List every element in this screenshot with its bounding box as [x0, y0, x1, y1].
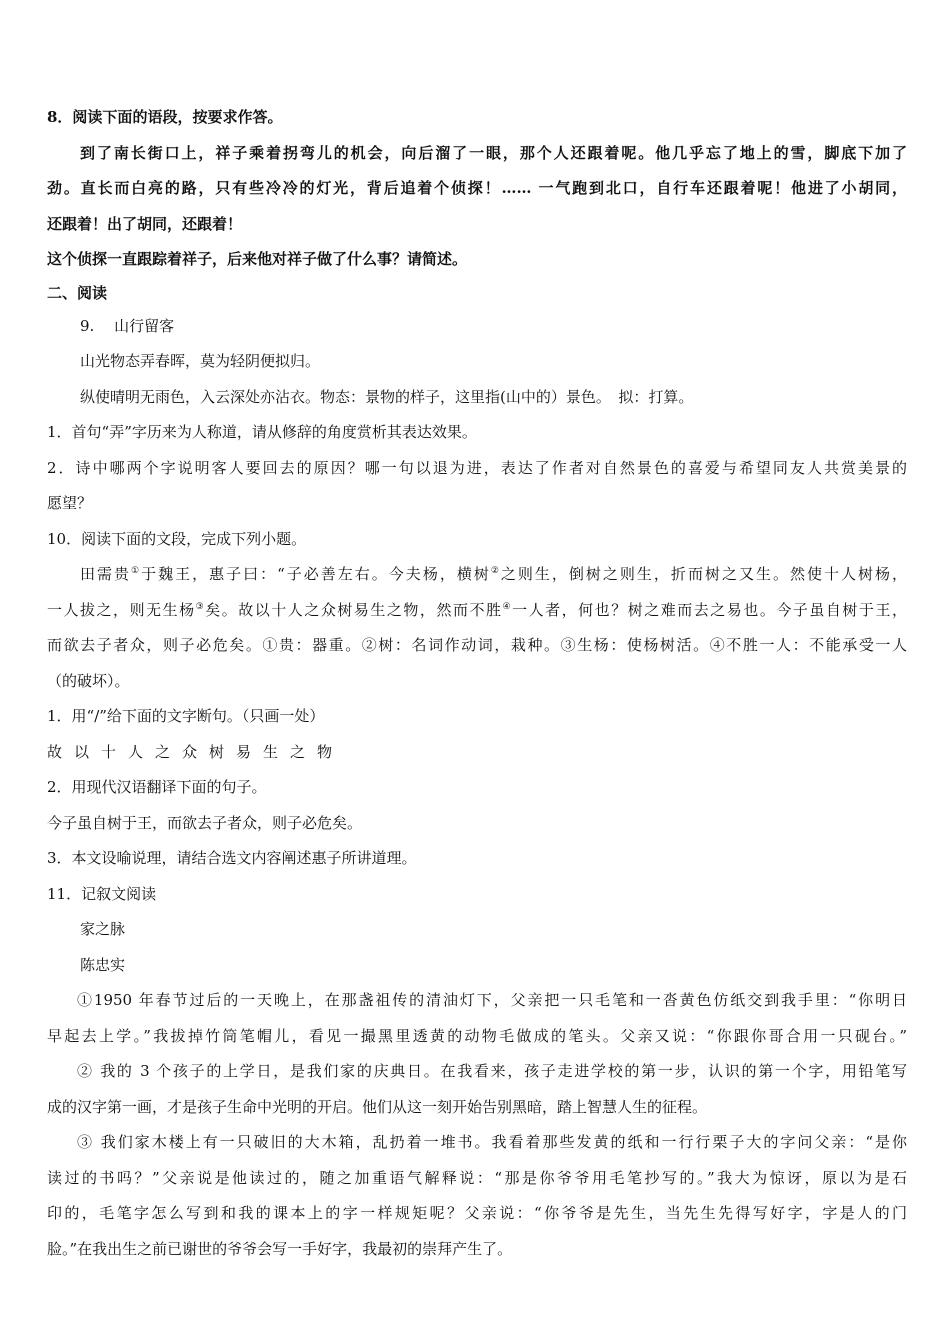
q10-sub-question-3: 3．本文设喻说理，请结合选文内容阐述惠子所讲道理。: [47, 849, 417, 867]
footnote-marker-1: ①: [131, 566, 142, 576]
q11-para-2-line-2: 成的汉字第一画，才是孩子生命中光明的开启。他们从这一刻开始告别黑暗，踏上智慧人生的征程。: [47, 1097, 708, 1116]
q11-author: 陈忠实: [80, 955, 126, 974]
q9-sub-question-2a: 2．诗中哪两个字说明客人要回去的原因？哪一句以退为进，表达了作者对自然景色的喜爱与希望同友人共赏美景的: [47, 458, 907, 477]
q8-passage-line-1: 到了南长街口上，祥子乘着拐弯儿的机会，向后溜了一眼，那个人还跟着呢。他几乎忘了地上的雪，脚底下加了: [80, 143, 907, 162]
q9-poem-line-2: 纵使晴明无雨色，入云深处亦沾衣。物态：景物的样子，这里指(山中的）景色。 拟：打算。: [80, 387, 694, 406]
q10-text-2c: 一人者，何也？树之难而去之易也。今子虽自树于王，: [512, 600, 907, 619]
q8-title: 8．阅读下面的语段，按要求作答。: [47, 108, 283, 126]
q10-passage-line-3: 而欲去子者众，则子必危矣。①贵：器重。②树：名词作动词，栽种。③生杨：使杨树活。④不胜一人：不能承受一人: [47, 636, 907, 654]
q10-sub-question-2: 2．用现代汉语翻译下面的句子。: [47, 778, 267, 796]
q10-passage-line-4: （的破坏）。: [47, 671, 130, 690]
q10-text-1a: 田需贵: [80, 565, 132, 583]
q10-text-1c: 之则生，倒树之则生，折而树之又生。然使十人树杨，: [500, 565, 907, 583]
q10-passage-line-1: [47, 557, 907, 593]
q11-para-3-line-1: ③ 我们家木楼上有一只破旧的大木箱，乱扔着一堆书。我看着那些发黄的纸和一行行栗子大的字问父亲：“是你: [77, 1133, 907, 1151]
q11-article-title: 家之脉: [80, 920, 126, 938]
q10-text-2a: 一人拔之，则无生杨: [47, 600, 196, 619]
section-title-reading: 二、阅读: [47, 283, 108, 302]
q10-text-2b: 矣。故以十人之众树易生之物，然而不胜: [205, 600, 503, 619]
q10-sentence-to-translate: 今子虽自树于王，而欲去子者众，则子必危矣。: [47, 813, 363, 832]
q11-para-1-line-1: ①1950 年春节过后的一天晚上，在那盏祖传的清油灯下，父亲把一只毛笔和一沓黄色仿纸交到我手里：“你明日: [77, 991, 907, 1009]
q10-sentence-to-punctuate: 故以十人之众树易生之物: [47, 742, 345, 761]
q9-sub-question-1: 1．首句“弄”字历来为人称道，请从修辞的角度赏析其表达效果。: [47, 423, 477, 441]
q9-sub-question-2b: 愿望？: [47, 494, 93, 512]
footnote-marker-2: ②: [490, 566, 501, 576]
q9-title: 9. 山行留客: [80, 316, 175, 335]
q8-passage-line-2: 劲。直长而白亮的路，只有些冷冷的灯光，背后追着个侦探！…… 一气跑到北口，自行车还跟着呢！他进了小胡同，: [47, 179, 907, 197]
q10-text-1b: 于魏王，惠子曰：“子必善左右。今夫杨，横树: [141, 565, 491, 583]
q11-para-3-line-2: 读过的书吗？”父亲说是他读过的，随之加重语气解释说：“那是你爷爷用毛笔抄写的。”我大为惊讶，原以为是石: [47, 1168, 907, 1187]
q11-para-2-line-1: ② 我的 3 个孩子的上学日，是我们家的庆典日。在我看来，孩子走进学校的第一步，认识的第一个字，用铅笔写: [77, 1062, 907, 1080]
document-page: [47, 100, 907, 1267]
q11-para-3-line-3: 印的，毛笔字怎么写到和我的课本上的字一样规矩呢？父亲说：“你爷爷是先生，当先生先得写好字，字是人的门: [47, 1204, 907, 1222]
footnote-marker-4: ④: [502, 601, 513, 612]
footnote-marker-3: ③: [195, 601, 206, 612]
q11-title: 11．记叙文阅读: [47, 884, 157, 903]
q10-sub-question-1: 1．用“/”给下面的文字断句。（只画一处）: [47, 707, 325, 725]
q8-question: 这个侦探一直跟踪着祥子，后来他对祥子做了什么事？请简述。: [47, 250, 468, 268]
q11-para-1-line-2: 早起去上学。”我拔掉竹筒笔帽儿，看见一撮黑里透黄的动物毛做成的笔头。父亲又说：“你跟你哥合用一只砚台。”: [47, 1026, 907, 1045]
q8-passage-line-3: 还跟着！出了胡同，还跟着！: [47, 214, 243, 233]
q10-title: 10．阅读下面的文段，完成下列小题。: [47, 529, 307, 548]
q11-para-3-line-4: 脸。”在我出生之前已谢世的爷爷会写一手好字，我最初的崇拜产生了。: [47, 1239, 513, 1258]
q10-passage-line-2: [47, 593, 907, 629]
q9-poem-line-1: 山光物态弄春晖，莫为轻阴便拟归。: [80, 352, 321, 370]
